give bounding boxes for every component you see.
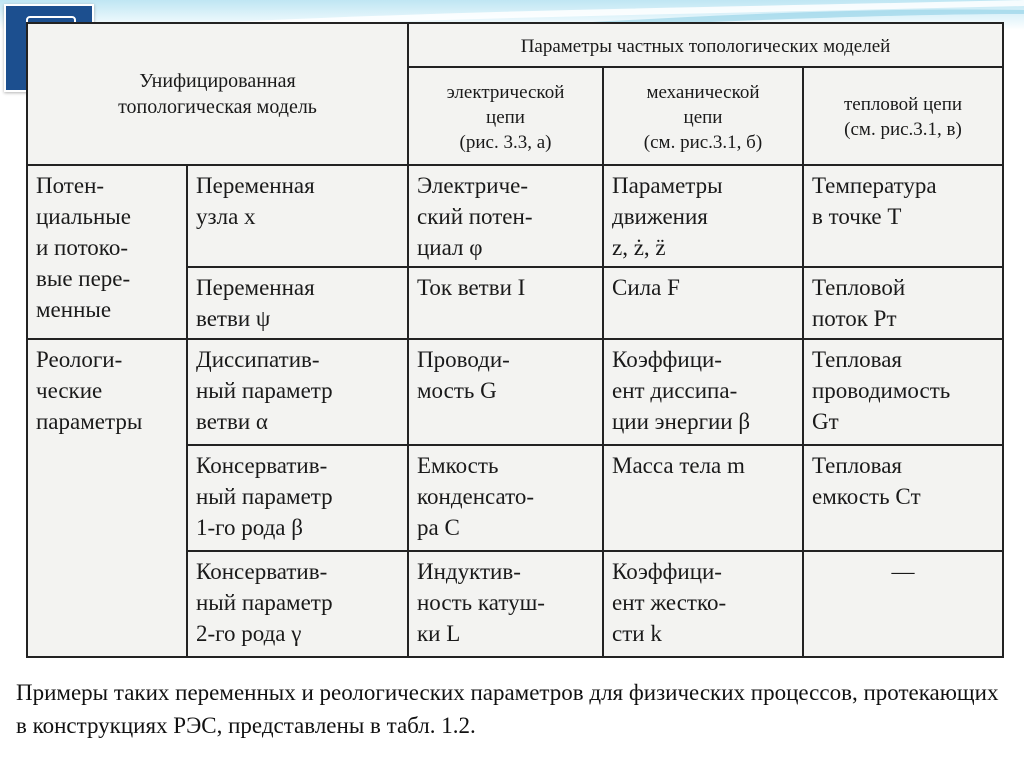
header-electric: электрической цепи (рис. 3.3, а) bbox=[408, 67, 603, 165]
param-node-variable: Переменная узла x bbox=[187, 165, 408, 267]
cell-thermal: Тепловой поток Pт bbox=[803, 267, 1003, 339]
cell-mechanic: Коэффици- ент жестко- сти k bbox=[603, 551, 803, 657]
caption-text: Примеры таких переменных и реологических параметров для физических процессов, протекающих в конструкциях РЭС, представлены в табл. 1.2. bbox=[16, 680, 999, 738]
param-branch-variable: Переменная ветви ψ bbox=[187, 267, 408, 339]
cell-thermal: Тепловая емкость Cт bbox=[803, 445, 1003, 551]
cell-electric: Индуктив- ность катуш- ки L bbox=[408, 551, 603, 657]
group-label-variables: Потен- циальные и потоко- вые пере- менные bbox=[27, 165, 187, 339]
group-label-rheological: Реологи- ческие параметры bbox=[27, 339, 187, 657]
header-mechanic: механической цепи (см. рис.3.1, б) bbox=[603, 67, 803, 165]
cell-electric: Ток ветви I bbox=[408, 267, 603, 339]
cell-thermal: — bbox=[803, 551, 1003, 657]
header-thermal: тепловой цепи (см. рис.3.1, в) bbox=[803, 67, 1003, 165]
cell-thermal: Тепловая проводимость Gт bbox=[803, 339, 1003, 445]
cell-mechanic: Параметры движения z, ż, z̈ bbox=[603, 165, 803, 267]
header-private-models: Параметры частных топологических моделей bbox=[408, 23, 1003, 67]
cell-mechanic: Коэффици- ент диссипа- ции энергии β bbox=[603, 339, 803, 445]
cell-electric: Электриче- ский потен- циал φ bbox=[408, 165, 603, 267]
cell-thermal: Температура в точке T bbox=[803, 165, 1003, 267]
table-row bbox=[27, 165, 1003, 267]
param-conservative-1: Консерватив- ный параметр 1-го рода β bbox=[187, 445, 408, 551]
param-dissipative: Диссипатив- ный параметр ветви α bbox=[187, 339, 408, 445]
table-row bbox=[27, 339, 1003, 445]
header-unified-model: Унифицированная топологическая модель bbox=[27, 23, 408, 165]
param-conservative-2: Консерватив- ный параметр 2-го рода γ bbox=[187, 551, 408, 657]
cell-mechanic: Сила F bbox=[603, 267, 803, 339]
cell-mechanic: Масса тела m bbox=[603, 445, 803, 551]
cell-electric: Емкость конденсато- ра C bbox=[408, 445, 603, 551]
parameters-table bbox=[26, 22, 1004, 658]
cell-electric: Проводи- мость G bbox=[408, 339, 603, 445]
